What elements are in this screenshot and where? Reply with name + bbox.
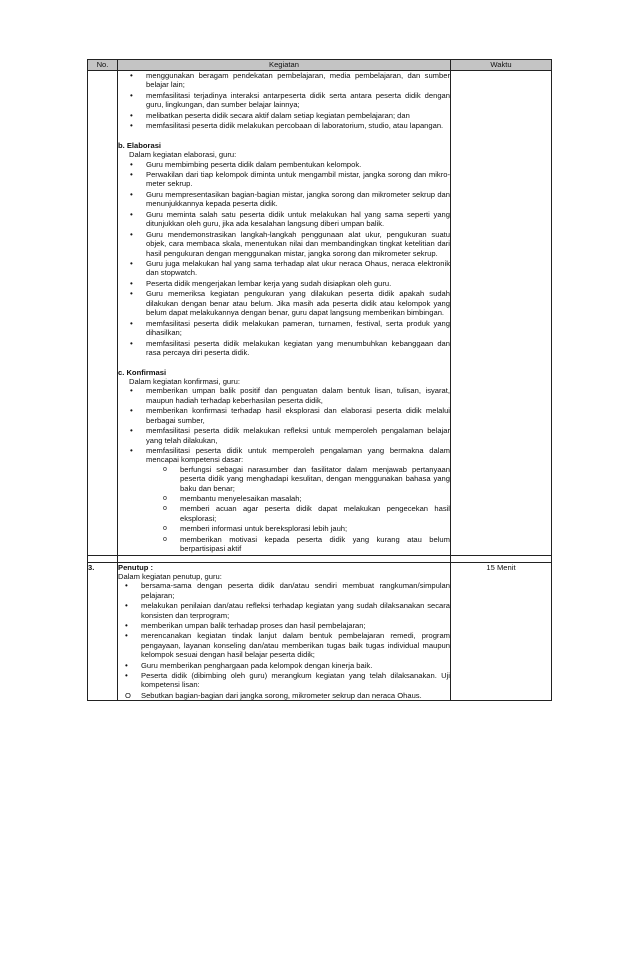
list-item: • Guru mempresentasikan bagian-bagian mistar, jangka sorong dan mikrometer sekrup dan menunjukkannya kepada peserta didik. (129, 190, 450, 209)
penutup-intro: Dalam kegiatan penutup, guru: (118, 572, 222, 581)
table-row (88, 71, 552, 556)
list-item: • memfasilitasi peserta didik melakukan kegiatan yang menumbuhkan kebanggaan dan rasa percaya diri peserta didik. (129, 339, 450, 358)
elaborasi-list (118, 160, 450, 358)
penutup-waktu: 15 Menit (451, 562, 552, 701)
eksplorasi-list (118, 71, 450, 131)
list-item: • melakukan penilaian dan/atau refleksi terhadap kegiatan yang sudah dilaksanakan secara konsisten dan terprogram; (118, 601, 450, 620)
table-row (88, 562, 552, 701)
list-item: • Guru meminta salah satu peserta didik untuk melakukan hal yang sama seperti yang ditunjukkan oleh guru, jika ada kesalahan langsung diberi umpan balik. (129, 210, 450, 229)
sub-list-item: o memberi acuan agar peserta didik dapat melakukan pengecekan hasil eksplorasi; (163, 504, 450, 523)
elaborasi-title: b. Elaborasi (118, 140, 162, 150)
table-spacer-row (88, 555, 552, 562)
penutup-sublist (118, 691, 450, 700)
elaborasi-intro: Dalam kegiatan elaborasi, guru: (129, 150, 237, 160)
sub-list-item: o berfungsi sebagai narasumber dan fasilitator dalam menjawab pertanyaan peserta didik yang menghadapi kesulitan, dengan menggunakan bahasa yang baku dan benar; (163, 465, 450, 493)
no-cell-empty (88, 71, 118, 556)
header-waktu: Waktu (451, 60, 552, 71)
list-item: • memfasilitasi peserta didik melakukan percobaan di laboratorium, studio, atau lapangan. (129, 121, 450, 130)
list-item: • melibatkan peserta didik secara aktif dalam setiap kegiatan pembelajaran; dan (129, 111, 450, 120)
list-item (129, 446, 450, 553)
konfirmasi-sublist (146, 465, 450, 554)
kegiatan-cell (118, 71, 451, 556)
sub-list-item: o memberikan motivasi kepada peserta didik yang kurang atau belum berpartisipasi aktif (163, 535, 450, 554)
konfirmasi-section (118, 368, 450, 554)
penutup-cell (118, 562, 451, 701)
table-header-row (88, 60, 552, 71)
list-item: • memberikan konfirmasi terhadap hasil eksplorasi dan elaborasi peserta didik melalui berbagai sumber, (129, 406, 450, 425)
header-kegiatan: Kegiatan (118, 60, 451, 71)
penutup-list (118, 581, 450, 689)
list-item: • memberikan umpan balik positif dan penguatan dalam bentuk lisan, tulisan, isyarat, maupun hadiah terhadap keberhasilan peserta didik, (129, 386, 450, 405)
list-item: • Guru memberikan penghargaan pada kelompok dengan kinerja baik. (118, 661, 450, 670)
list-item: • menggunakan beragam pendekatan pembelajaran, media pembelajaran, dan sumber belajar lain; (129, 71, 450, 90)
list-item: • memberikan umpan balik terhadap proses dan hasil pembelajaran; (118, 621, 450, 630)
list-item: • Peserta didik mengerjakan lembar kerja yang sudah disiapkan oleh guru. (129, 279, 450, 288)
waktu-cell-empty (451, 71, 552, 556)
konfirmasi-list (118, 386, 450, 553)
list-item: • merencanakan kegiatan tindak lanjut dalam bentuk pembelajaran remedi, program pengayaan, layanan konseling dan/atau memberikan tugas baik tugas individual maupun kelompok sesuai dengan hasil belajar peserta didik; (118, 631, 450, 659)
konfirmasi-intro: Dalam kegiatan konfirmasi, guru: (129, 376, 241, 386)
list-item: • Perwakilan dari tiap kelompok diminta untuk mengambil mistar, jangka sorong dan mikro-meter sekrup. (129, 170, 450, 189)
lesson-plan-table (87, 59, 552, 701)
list-item: • memfasilitasi peserta didik melakukan pameran, turnamen, festival, serta produk yang dihasilkan; (129, 319, 450, 338)
sub-list-item: o membantu menyelesaikan masalah; (163, 494, 450, 503)
list-item: • bersama-sama dengan peserta didik dan/atau sendiri membuat rangkuman/simpulan pelajaran; (118, 581, 450, 600)
list-item: • Guru membimbing peserta didik dalam pembentukan kelompok. (129, 160, 450, 169)
elaborasi-section (118, 141, 450, 358)
list-item: • Guru memeriksa kegiatan pengukuran yang dilakukan peserta didik apakah sudah dilakukan dengan benar atau belum. Jika masih ada peserta didik atau kelompok yang belum dapat melakukannya dengan benar, guru dapat langsung memberikan bimbingan. (129, 289, 450, 317)
penutup-title: Penutup : (118, 562, 154, 572)
sub-list-item: o memberi informasi untuk bereksplorasi lebih jauh; (163, 524, 450, 533)
list-item: • Guru mendemonstrasikan langkah-langkah penggunaan alat ukur, pengukuran suatu objek, cara membaca skala, menentukan nilai dan membandingkan tingkat ketelitian dari hasil pengukuran dengan menggunakan mistar, jangka sorong dan mikrometer sekrup. (129, 230, 450, 258)
sub-list-item: O Sebutkan bagian-bagian dari jangka sorong, mikrometer sekrup dan neraca Ohaus. (125, 691, 450, 700)
penutup-no: 3. (88, 562, 118, 701)
list-item: • Guru juga melakukan hal yang sama terhadap alat ukur neraca Ohaus, neraca elektronik dan stopwatch. (129, 259, 450, 278)
list-item: • memfasilitasi peserta didik melakukan refleksi untuk memperoleh pengalaman belajar yang telah dilakukan, (129, 426, 450, 445)
list-item: • Peserta didik (dibimbing oleh guru) merangkum kegiatan yang telah dilaksanakan. Uji kompetensi lisan: (118, 671, 450, 690)
list-item-text: memfasilitasi peserta didik untuk memperoleh pengalaman yang bermakna dalam mencapai kompetensi dasar: (146, 446, 450, 465)
konfirmasi-title: c. Konfirmasi (118, 367, 167, 377)
list-item: • memfasilitasi terjadinya interaksi antarpeserta didik serta antara peserta didik dengan guru, lingkungan, dan sumber belajar lainnya; (129, 91, 450, 110)
header-no: No. (88, 60, 118, 71)
